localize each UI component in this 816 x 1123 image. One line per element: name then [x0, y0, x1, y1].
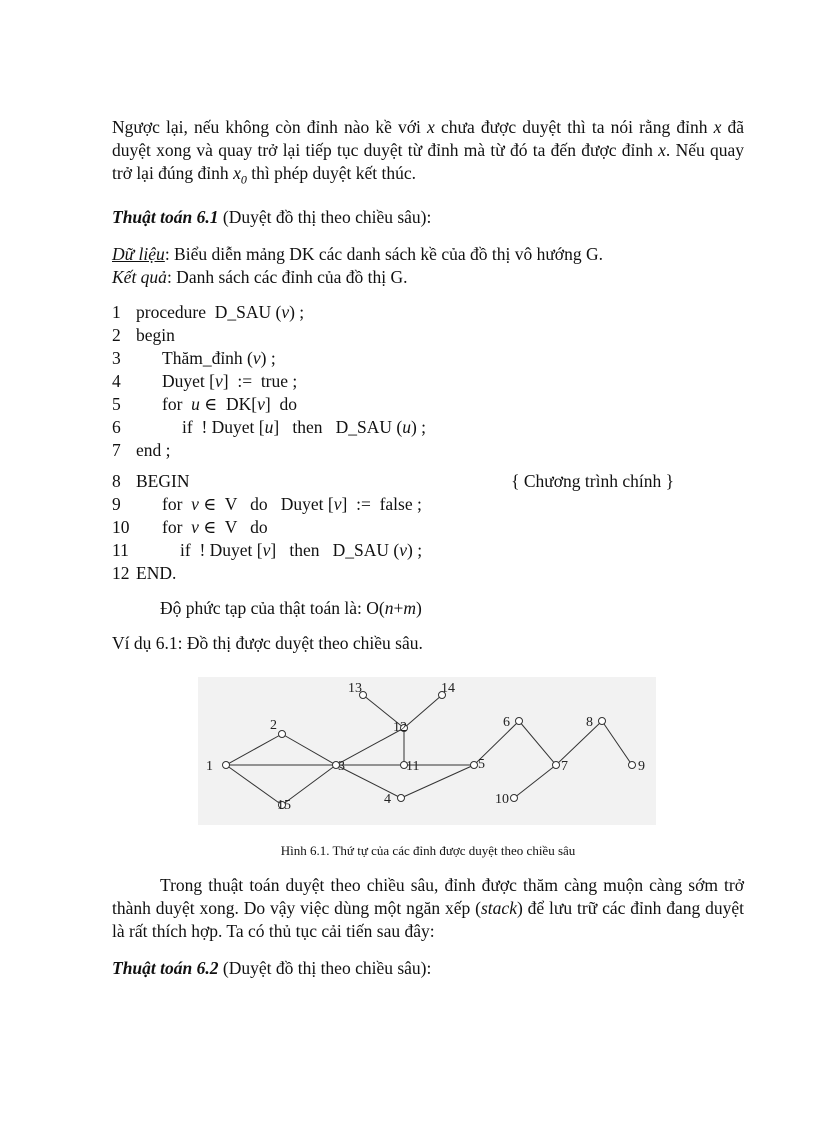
code-line: 4 Duyet [v] := true ;	[112, 370, 298, 391]
var-x0: $x_0$	[233, 163, 247, 187]
vertex-1	[223, 761, 230, 768]
algo1-desc: (Duyệt đồ thị theo chiều sâu):	[222, 206, 432, 227]
label-7: 7	[561, 758, 568, 774]
graph-figure	[198, 677, 656, 825]
edge-12-14	[404, 695, 442, 728]
graph-labels	[206, 681, 645, 813]
vertex-2	[279, 730, 286, 737]
intro-text-1b: chưa được duyệt thì ta nói rằng đỉnh	[440, 117, 708, 137]
label-8: 8	[586, 714, 593, 730]
intro-text-3b: thì phép duyệt kết thúc.	[251, 163, 416, 183]
vertex-7	[553, 761, 560, 768]
var-x: x	[427, 117, 435, 137]
page-content	[112, 116, 744, 980]
edge-1-15	[226, 765, 282, 805]
data-line: Dữ liệu: Biểu diễn mảng DK các danh sách kề của đồ thị vô hướng G.	[112, 243, 603, 264]
label-14: 14	[441, 680, 455, 696]
vertex-4	[398, 794, 405, 801]
code-line: 1 procedure D_SAU (v) ;	[112, 301, 305, 322]
label-1: 1	[206, 758, 213, 774]
label-6: 6	[503, 714, 510, 730]
example-line: Ví dụ 6.1: Đồ thị được duyệt theo chiều sâu.	[112, 632, 423, 653]
code-line: 8 BEGIN { Chương trình chính }	[112, 470, 674, 491]
label-13: 13	[348, 680, 362, 696]
label-3: 3	[338, 758, 345, 774]
graph-vertices	[223, 691, 636, 808]
vertex-5	[471, 761, 478, 768]
io-block	[112, 243, 744, 289]
code-line: 2 begin	[112, 324, 175, 345]
figure-caption: Hình 6.1. Thứ tự của các đỉnh được duyệt theo chiều sâu	[280, 842, 576, 858]
intro-text-1: Ngược lại, nếu không còn đỉnh nào kề với	[112, 117, 421, 137]
label-15: 15	[277, 797, 291, 813]
algo2-label: Thuật toán 6.2	[112, 957, 219, 978]
code-line: 11 if ! Duyet [v] then D_SAU (v) ;	[112, 539, 423, 560]
main-comment: { Chương trình chính }	[511, 470, 674, 491]
code-line: 5 for u ∈ DK[v] do	[112, 393, 297, 414]
edge-6-7	[519, 721, 556, 765]
label-9: 9	[638, 758, 645, 774]
vertex-10	[511, 794, 518, 801]
graph-svg	[198, 677, 656, 825]
label-4: 4	[384, 791, 391, 807]
edge-3-4	[336, 765, 401, 798]
code-line: 7 end ;	[112, 439, 171, 460]
graph-edges	[226, 695, 632, 805]
edge-8-9	[602, 721, 632, 765]
code-line: 3 Thăm_đỉnh (v) ;	[112, 347, 276, 368]
intro-text-3: Nếu quay trở lại đúng đỉnh	[112, 140, 745, 183]
intro-paragraph	[112, 116, 744, 192]
vertex-9	[629, 761, 636, 768]
main-program-code	[112, 470, 744, 585]
code-line: 10 for v ∈ V do	[112, 516, 268, 537]
label-5: 5	[478, 756, 485, 772]
edge-1-2	[226, 734, 282, 765]
intro-text-2: đã duyệt xong và quay trở lại tiếp tục duyệt từ đỉnh mà từ đó ta đến được đỉnh	[112, 117, 745, 160]
label-2: 2	[270, 717, 277, 733]
edge-7-10	[514, 765, 556, 798]
var-x: x	[713, 117, 722, 137]
code-line: 6 if ! Duyet [u] then D_SAU (u) ;	[112, 416, 427, 437]
algo1-label: Thuật toán 6.1	[112, 206, 219, 227]
intro-period: .	[665, 140, 671, 160]
code-line: 12 END.	[112, 562, 177, 583]
label-12: 12	[393, 719, 407, 735]
var-x: x	[658, 140, 666, 160]
complexity-line: Độ phức tạp của thật toán là: O(n+m)	[160, 597, 422, 618]
label-11: 11	[406, 758, 420, 774]
edge-2-3	[282, 734, 336, 765]
vertex-6	[516, 717, 523, 724]
paragraph-2: Trong thuật toán duyệt theo chiều sâu, đỉnh được thăm càng muộn càng sớm trở thành duyệt xong. Do vậy việc dùng một ngăn xếp (stack) để lưu trữ các đỉnh đang duyệt là rất thích hợp. Ta có thủ tục cải tiến sau đây:	[112, 874, 744, 941]
algo1-heading	[112, 206, 744, 229]
code-line: 9 for v ∈ V do Duyet [v] := false ;	[112, 493, 422, 514]
procedure-code	[112, 301, 744, 462]
algo2-desc: (Duyệt đồ thị theo chiều sâu):	[222, 957, 432, 978]
result-line: Kết quả: Danh sách các đỉnh của đồ thị G.	[112, 266, 408, 287]
vertex-8	[599, 717, 606, 724]
label-10: 10	[495, 791, 509, 807]
algo2-heading	[112, 957, 744, 980]
